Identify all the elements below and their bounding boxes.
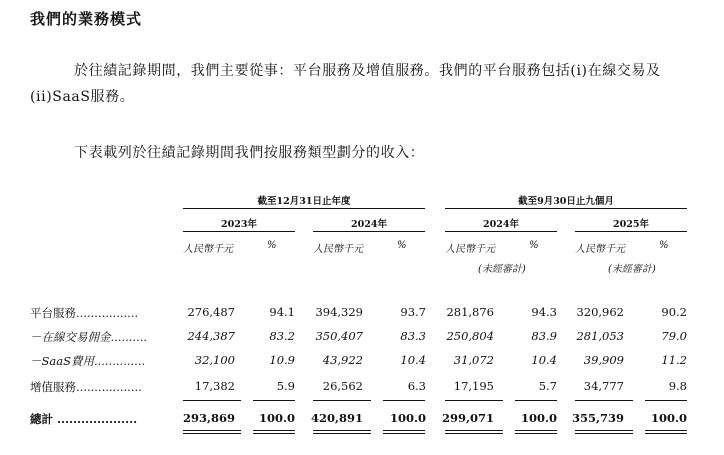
total-double-rule [183,430,241,434]
cell: 281,053 [576,329,624,343]
group-rule-nine-months [445,208,687,209]
subtotal-rule [183,400,241,401]
total-double-rule [645,430,687,434]
cell: 420,891 [310,411,363,425]
cell: 276,487 [187,305,235,319]
pct-label: % [529,240,539,251]
cell: 244,387 [187,329,235,343]
cell: 26,562 [322,379,363,393]
unaudited-label: (未經審計) [478,264,526,275]
intro-paragraph: 於往績記錄期間，我們主要從事：平台服務及增值服務。我們的平台服務包括(i)在線交易及(ii)SaaS服務。 [30,63,661,105]
cell: 34,777 [583,379,624,393]
cell: 90.2 [661,305,687,319]
group-header-nine-months: 截至9月30日止九個月 [518,196,614,207]
cell: 10.4 [400,353,426,367]
cell: 250,804 [446,329,494,343]
cell: 17,195 [453,379,494,393]
cell: 93.7 [400,305,426,319]
unit-label: 人民幣千元 [183,244,233,255]
unit-label: 人民幣千元 [575,244,625,255]
table-intro-paragraph: 下表載列於往績記錄期間我們按服務類型劃分的收入： [74,145,425,161]
table-row-value-added [0,379,724,399]
group-rule-annual [183,208,425,209]
total-double-rule [445,430,503,434]
cell: 350,407 [315,329,363,343]
cell: 10.9 [269,353,295,367]
table-row-saas-fees [0,353,724,373]
subtotal-rule [575,400,633,401]
unit-label: 人民幣千元 [313,244,363,255]
cell: 355,739 [571,411,624,425]
cell: 83.9 [531,329,557,343]
cell: 9.8 [668,379,687,393]
table-row-platform [0,305,724,325]
cell: 293,869 [182,411,235,425]
cell: 100.0 [258,411,295,425]
row-label: 增值服務.................. [30,380,142,394]
year-rule-2024 [313,231,425,232]
total-double-rule [515,430,557,434]
table-row-online-commission [0,329,724,349]
subtotal-rule [253,400,295,401]
cell: 10.4 [531,353,557,367]
total-double-rule [313,430,371,434]
subtotal-rule [445,400,503,401]
year-rule-2025-9m [575,231,687,232]
total-double-rule [253,430,295,434]
cell: 11.2 [661,353,687,367]
cell: 79.0 [661,329,687,343]
pct-label: % [267,240,277,251]
cell: 39,909 [583,353,624,367]
row-label: 總計 .................... [30,412,138,426]
total-double-rule [575,430,633,434]
cell: 320,962 [576,305,624,319]
row-label: 平台服務................. [30,306,139,320]
table-row-total [0,411,724,431]
cell: 100.0 [389,411,426,425]
row-label: －SaaS費用.............. [30,354,146,368]
cell: 299,071 [441,411,494,425]
year-header-2025-9m: 2025年 [613,219,649,230]
cell: 281,876 [446,305,494,319]
subtotal-rule [313,400,371,401]
cell: 94.1 [269,305,295,319]
year-rule-2024-9m [445,231,557,232]
unaudited-label: (未經審計) [608,264,656,275]
pct-label: % [397,240,407,251]
cell: 6.3 [407,379,426,393]
cell: 32,100 [194,353,235,367]
subtotal-rule [645,400,687,401]
row-label: －在線交易佣金.......... [30,330,148,344]
year-header-2024-9m: 2024年 [483,219,519,230]
cell: 94.3 [531,305,557,319]
year-rule-2023 [183,231,295,232]
section-heading: 我們的業務模式 [30,10,143,28]
cell: 31,072 [453,353,494,367]
cell: 83.3 [400,329,426,343]
cell: 5.9 [276,379,295,393]
cell: 100.0 [520,411,557,425]
group-header-annual: 截至12月31日止年度 [257,196,351,207]
cell: 100.0 [650,411,687,425]
pct-label: % [659,240,669,251]
cell: 17,382 [194,379,235,393]
total-double-rule [383,430,425,434]
cell: 394,329 [315,305,363,319]
year-header-2023: 2023年 [221,219,257,230]
cell: 83.2 [269,329,295,343]
year-header-2024: 2024年 [351,219,387,230]
cell: 43,922 [322,353,363,367]
subtotal-rule [383,400,425,401]
cell: 5.7 [538,379,557,393]
subtotal-rule [515,400,557,401]
unit-label: 人民幣千元 [445,244,495,255]
